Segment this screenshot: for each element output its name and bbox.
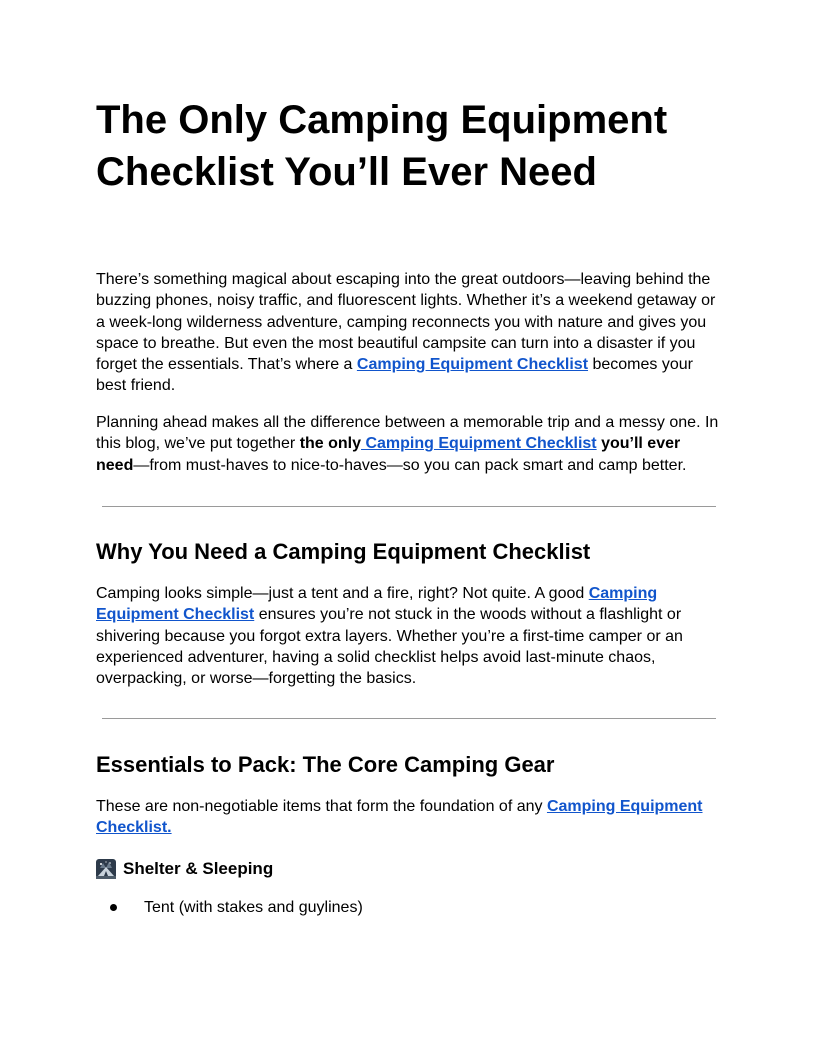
intro-text: There’s something magical about escaping into the great outdoors—leaving behind the buzzing phones, noisy traffic, and fluorescent lights. Whether it’s a weekend getaway or a week-long wilderness adventure, camping reconnects you with nature and gives you space to breathe. But even the most beautiful campsite can turn into a disaster if you forget the essentials. That’s where a bbox=[96, 271, 716, 374]
why-text-end: ensures you’re not stuck in the woods without a flashlight or shivering because you forgot extra layers. Whether you’re a first-time camper or an experienced adventurer, having a solid checklist helps avoid last-minute chaos, overpacking, or worse—forgetting the basics. bbox=[96, 606, 683, 688]
bullet-icon bbox=[110, 904, 117, 911]
checklist-link[interactable]: Camping Equipment Checklist bbox=[356, 356, 589, 374]
planning-text-end: —from must-haves to nice-to-haves—so you can pack smart and camp better. bbox=[133, 456, 687, 474]
page-title: The Only Camping Equipment Checklist You’ll Ever Need bbox=[96, 98, 668, 194]
list-item-label: Tent (with stakes and guylines) bbox=[144, 899, 363, 916]
section-heading-why: Why You Need a Camping Equipment Checklist bbox=[96, 539, 591, 564]
planning-bold: the only bbox=[299, 435, 362, 453]
planning-bold: you’ll ever need bbox=[96, 435, 681, 474]
checklist-link[interactable]: Camping Equipment Checklist bbox=[96, 585, 658, 624]
horizontal-divider bbox=[102, 506, 716, 507]
list-item bbox=[96, 897, 696, 918]
horizontal-divider bbox=[102, 718, 716, 719]
camping-tent-icon bbox=[96, 859, 116, 879]
subheading-shelter-sleeping bbox=[96, 857, 273, 881]
planning-paragraph bbox=[96, 412, 720, 476]
section-heading-essentials: Essentials to Pack: The Core Camping Gear bbox=[96, 752, 555, 777]
why-paragraph bbox=[96, 583, 720, 689]
checklist-link[interactable]: Camping Equipment Checklist bbox=[361, 435, 597, 453]
intro-paragraph bbox=[96, 269, 720, 397]
planning-text: Planning ahead makes all the difference between a memorable trip and a messy one. In this blog, we’ve put together bbox=[96, 414, 719, 453]
subheading-label: Shelter & Sleeping bbox=[123, 859, 274, 878]
shelter-list bbox=[96, 897, 696, 918]
intro-text-end: becomes your best friend. bbox=[96, 356, 693, 395]
why-text: Camping looks simple—just a tent and a fire, right? Not quite. A good bbox=[96, 585, 589, 602]
essentials-paragraph bbox=[96, 796, 720, 839]
essentials-text: These are non-negotiable items that form the foundation of any bbox=[96, 798, 547, 815]
checklist-link[interactable]: Camping Equipment Checklist. bbox=[96, 798, 703, 837]
